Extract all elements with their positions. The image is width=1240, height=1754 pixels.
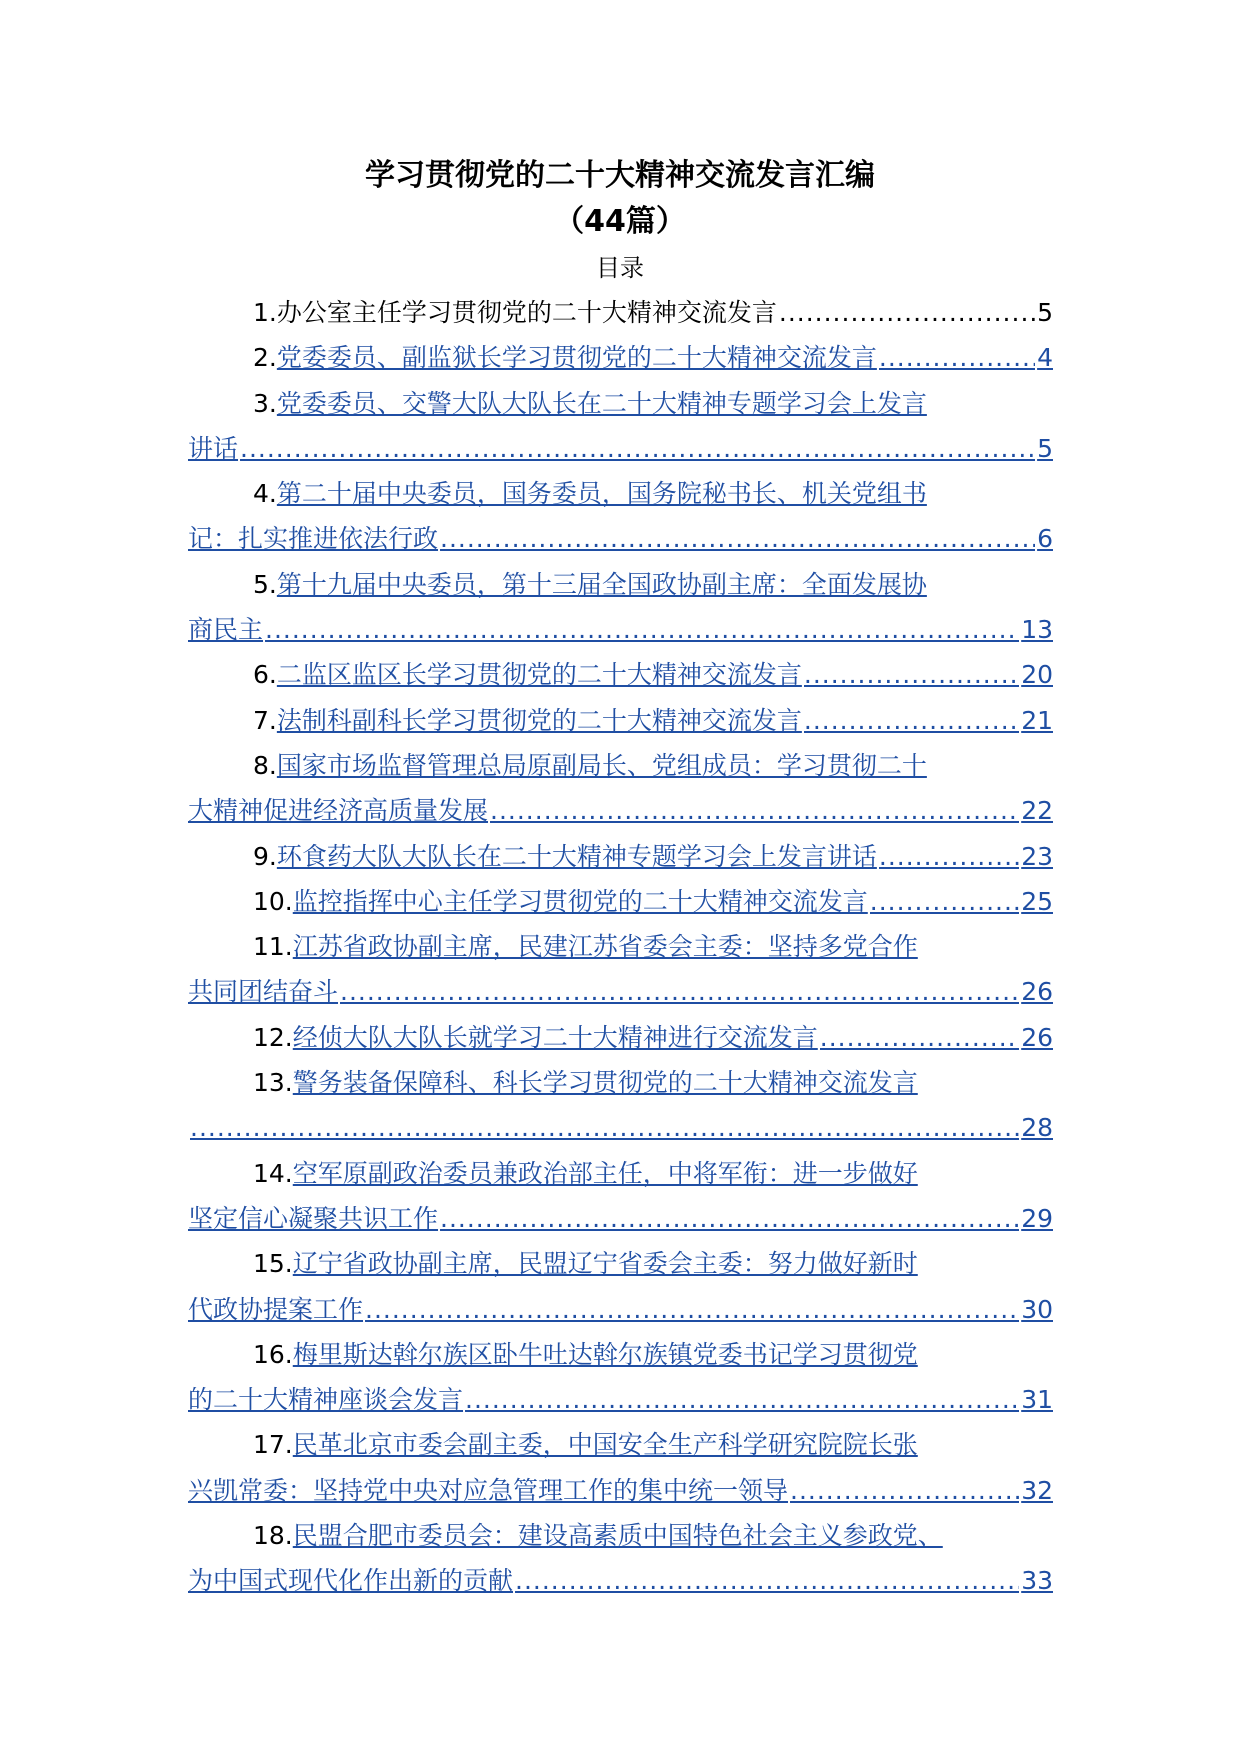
toc-page-number[interactable]: 20 — [1021, 660, 1053, 690]
toc-page-number[interactable]: 21 — [1021, 705, 1053, 735]
toc-entry-title-line[interactable]: 讲话 — [188, 433, 239, 463]
toc-page-number[interactable]: 26 — [1021, 1022, 1053, 1052]
toc-page-number[interactable]: 33 — [1021, 1566, 1053, 1596]
toc-leader-dots — [340, 969, 1019, 1014]
toc-entry-number: 13. — [253, 1068, 293, 1098]
toc-entry-number: 12. — [253, 1022, 293, 1052]
toc-entry-title-line[interactable]: 辽宁省政协副主席，民盟辽宁省委会主委：努力做好新时 — [292, 1249, 918, 1279]
toc-entry[interactable] — [188, 1015, 1053, 1060]
toc-leader-dots — [240, 426, 1035, 471]
toc-entry-number: 11. — [253, 932, 293, 962]
toc-entry[interactable] — [188, 698, 1053, 743]
toc-entry-number: 10. — [253, 886, 293, 916]
toc-leader-dots — [440, 516, 1035, 561]
toc-entry-title-line[interactable]: 第十九届中央委员，第十三届全国政协副主席：全面发展协 — [276, 569, 927, 599]
table-of-contents — [188, 290, 1053, 1604]
toc-entry[interactable] — [188, 1513, 1053, 1604]
toc-leader-dots — [790, 1468, 1019, 1513]
toc-entry[interactable] — [188, 471, 1053, 562]
toc-entry-title-line[interactable]: 大精神促进经济高质量发展 — [188, 796, 489, 826]
toc-entry[interactable] — [188, 1332, 1053, 1423]
toc-entry-number: 14. — [253, 1158, 293, 1188]
toc-entry-number: 2. — [253, 343, 277, 373]
toc-entry[interactable] — [188, 1151, 1053, 1242]
toc-entry-title-line[interactable]: 党委委员、副监狱长学习贯彻党的二十大精神交流发言 — [276, 343, 877, 373]
toc-leader-dots — [440, 1196, 1019, 1241]
toc-leader-dots — [365, 1287, 1019, 1332]
toc-page-number[interactable]: 26 — [1021, 977, 1053, 1007]
toc-entry-title-line[interactable]: 商民主 — [188, 615, 264, 645]
toc-entry[interactable] — [188, 381, 1053, 472]
toc-leader-dots — [879, 834, 1019, 879]
toc-page-number[interactable]: 13 — [1021, 615, 1053, 645]
toc-entry-title-line[interactable]: 空军原副政治委员兼政治部主任，中将军衔：进一步做好 — [292, 1158, 918, 1188]
toc-entry[interactable] — [188, 924, 1053, 1015]
toc-entry[interactable] — [188, 1422, 1053, 1513]
toc-page-number[interactable]: 25 — [1021, 886, 1053, 916]
toc-entry-title-line[interactable]: 法制科副科长学习贯彻党的二十大精神交流发言 — [276, 705, 802, 735]
document-title: 学习贯彻党的二十大精神交流发言汇编 — [365, 158, 875, 193]
toc-entry-title-line[interactable]: 环食药大队大队长在二十大精神专题学习会上发言讲话 — [276, 841, 877, 871]
toc-entry-title-line[interactable]: 党委委员、交警大队大队长在二十大精神专题学习会上发言 — [276, 388, 927, 418]
toc-page-number[interactable]: 5 — [1037, 298, 1053, 327]
toc-entry-title-line[interactable]: 国家市场监督管理总局原副局长、党组成员：学习贯彻二十 — [276, 750, 927, 780]
toc-entry-title-line[interactable]: 代政协提案工作 — [188, 1294, 364, 1324]
toc-page-number[interactable]: 30 — [1021, 1294, 1053, 1324]
toc-entry-title-line[interactable]: 记：扎实推进依法行政 — [188, 524, 439, 554]
toc-entry-title-line[interactable]: 民革北京市委会副主委，中国安全生产科学研究院院长张 — [292, 1430, 918, 1460]
toc-leader-dots — [779, 290, 1035, 335]
toc-entry-number: 3. — [253, 388, 277, 418]
toc-entry-number: 9. — [253, 841, 277, 871]
toc-entry-number: 6. — [253, 660, 277, 690]
toc-entry-title-line[interactable]: 共同团结奋斗 — [188, 977, 339, 1007]
toc-page-number[interactable]: 6 — [1037, 524, 1053, 554]
toc-page-number[interactable]: 29 — [1021, 1203, 1053, 1233]
toc-page-number[interactable]: 31 — [1021, 1385, 1053, 1415]
toc-entry-title-line[interactable]: 监控指挥中心主任学习贯彻党的二十大精神交流发言 — [292, 886, 868, 916]
toc-entry[interactable] — [188, 1241, 1053, 1332]
toc-entry-title-line[interactable]: 江苏省政协副主席，民建江苏省委会主委：坚持多党合作 — [292, 932, 918, 962]
document-subtitle-count: （44篇） — [554, 204, 686, 239]
toc-leader-dots — [515, 1558, 1019, 1603]
toc-entry-title-line[interactable]: 经侦大队大队长就学习二十大精神进行交流发言 — [292, 1022, 818, 1052]
toc-entry[interactable] — [188, 834, 1053, 879]
toc-page-number[interactable]: 4 — [1037, 343, 1053, 373]
toc-entry-number: 15. — [253, 1249, 293, 1279]
toc-leader-dots — [820, 1015, 1019, 1060]
toc-page-number[interactable]: 28 — [1021, 1113, 1053, 1143]
toc-entry-title-line[interactable]: 为中国式现代化作出新的贡献 — [188, 1566, 514, 1596]
toc-page-number[interactable]: 23 — [1021, 841, 1053, 871]
toc-entry-number: 5. — [253, 569, 277, 599]
toc-entry-number: 16. — [253, 1339, 293, 1369]
toc-entry-title-line[interactable]: 警务装备保障科、科长学习贯彻党的二十大精神交流发言 — [292, 1068, 918, 1098]
toc-entry-number: 7. — [253, 705, 277, 735]
toc-entry[interactable] — [188, 652, 1053, 697]
toc-entry-number: 17. — [253, 1430, 293, 1460]
toc-heading: 目录 — [596, 254, 644, 282]
toc-entry-number: 8. — [253, 750, 277, 780]
toc-page-number[interactable]: 5 — [1037, 433, 1053, 463]
toc-entry-title-line[interactable]: 坚定信心凝聚共识工作 — [188, 1203, 439, 1233]
toc-entry-title-line[interactable]: 的二十大精神座谈会发言 — [188, 1385, 464, 1415]
toc-entry[interactable] — [188, 562, 1053, 653]
toc-leader-dots — [190, 1105, 1019, 1150]
toc-entry-title-line[interactable]: 第二十届中央委员，国务委员，国务院秘书长、机关党组书 — [276, 479, 927, 509]
toc-entry-title-line[interactable]: 梅里斯达斡尔族区卧牛吐达斡尔族镇党委书记学习贯彻党 — [292, 1339, 918, 1369]
toc-leader-dots — [265, 607, 1019, 652]
toc-leader-dots — [804, 652, 1019, 697]
toc-entry[interactable] — [188, 1060, 1053, 1151]
toc-entry-number: 18. — [253, 1521, 293, 1551]
toc-leader-dots — [490, 788, 1019, 833]
toc-page-number[interactable]: 32 — [1021, 1475, 1053, 1505]
toc-entry[interactable] — [188, 335, 1053, 380]
toc-leader-dots — [465, 1377, 1019, 1422]
toc-entry-number: 4. — [253, 479, 277, 509]
toc-leader-dots — [870, 879, 1019, 924]
toc-entry-title-line[interactable]: 民盟合肥市委员会：建设高素质中国特色社会主义参政党、 — [292, 1521, 943, 1551]
toc-page-number[interactable]: 22 — [1021, 796, 1053, 826]
toc-leader-dots — [804, 698, 1019, 743]
toc-leader-dots — [879, 335, 1035, 380]
toc-entry[interactable] — [188, 290, 1053, 335]
toc-entry-title-line[interactable]: 兴凯常委：坚持党中央对应急管理工作的集中统一领导 — [188, 1475, 789, 1505]
toc-entry[interactable] — [188, 743, 1053, 834]
toc-entry-title-line[interactable]: 办公室主任学习贯彻党的二十大精神交流发言 — [276, 298, 777, 327]
toc-entry-number: 1. — [253, 298, 277, 327]
toc-entry[interactable] — [188, 879, 1053, 924]
toc-entry-title-line[interactable]: 二监区监区长学习贯彻党的二十大精神交流发言 — [276, 660, 802, 690]
